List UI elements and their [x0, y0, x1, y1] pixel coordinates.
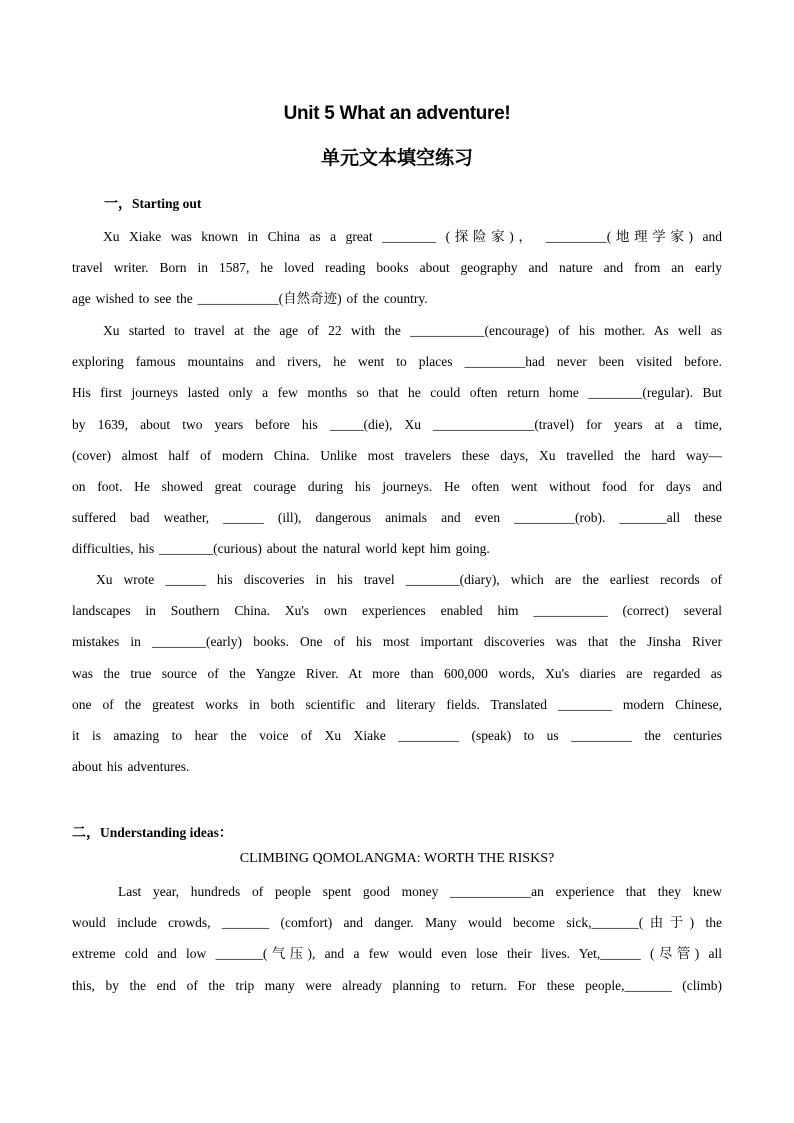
text-line: His first journeys lasted only a few months so that he could often return home ________(regular). But: [72, 385, 722, 401]
text-line: suffered bad weather, ______ (ill), dangerous animals and even _________(rob). _______all these: [72, 510, 722, 526]
section-1-heading: [104, 193, 201, 213]
passage-title: CLIMBING QOMOLANGMA: WORTH THE RISKS?: [239, 851, 555, 866]
text-line: extreme cold and low _______(气压), and a few would even lose their lives. Yet,______ (尽管) all: [72, 946, 722, 962]
text-line: (cover) almost half of modern China. Unlike most travelers these days, Xu travelled the hard way—: [72, 447, 722, 463]
section-1-paragraph-2: [72, 315, 722, 565]
text-line: would include crowds, _______ (comfort) and danger. Many would become sick,_______(由于) the: [72, 915, 722, 931]
section-2-heading: [72, 821, 232, 842]
text-line: Xu started to travel at the age of 22 with the ___________(encourage) of his mother. As well as: [103, 323, 722, 338]
text-line: this, by the end of the trip many were already planning to return. For these people,_______ (climb): [72, 977, 722, 993]
text-line: was the true source of the Yangze River. At more than 600,000 words, Xu's diaries are regarded as: [72, 665, 722, 681]
document-title: Unit 5 What an adventure!: [283, 103, 511, 124]
text-line: about his adventures.: [72, 759, 190, 775]
section-1-paragraph-1: [72, 221, 722, 315]
text-line: landscapes in Southern China. Xu's own experiences enabled him ___________ (correct) several: [72, 603, 722, 619]
text-line: one of the greatest works in both scientific and literary fields. Translated ________ modern Chinese,: [72, 696, 722, 712]
document-subtitle: 单元文本填空练习: [320, 147, 473, 169]
text-line: by 1639, about two years before his _____(die), Xu _______________(travel) for years at a time,: [72, 416, 722, 432]
text-line: mistakes in ________(early) books. One of his most important discoveries was that the Jinsha River: [72, 634, 722, 650]
text-line: it is amazing to hear the voice of Xu Xiake _________ (speak) to us _________ the centuries: [72, 728, 722, 744]
text-line: Xu wrote ______ his discoveries in his travel ________(diary), which are the earliest records of: [96, 572, 722, 587]
text-line: exploring famous mountains and rivers, he went to places _________had never been visited before.: [72, 354, 722, 370]
section-2-title: Understanding ideas：: [100, 825, 233, 840]
text-line: travel writer. Born in 1587, he loved reading books about geography and nature and from an early: [72, 260, 722, 276]
text-line: difficulties, his ________(curious) about the natural world kept him going.: [72, 541, 490, 557]
text-line: Last year, hundreds of people spent good money ____________an experience that they knew: [118, 884, 722, 899]
section-2-number: 二，: [72, 825, 100, 841]
text-line: Xu Xiake was known in China as a great ________ (探险家)， _________(地理学家) and: [103, 229, 722, 244]
section-2-paragraph-1: [72, 876, 722, 1001]
text-line: age wished to see the ____________(自然奇迹) of the country.: [72, 291, 428, 307]
section-1-title: Starting out: [132, 196, 202, 211]
section-1-paragraph-3: [72, 564, 722, 782]
section-1-number: 一，: [104, 196, 132, 212]
text-line: on foot. He showed great courage during his journeys. He often went without food for days and: [72, 479, 722, 495]
